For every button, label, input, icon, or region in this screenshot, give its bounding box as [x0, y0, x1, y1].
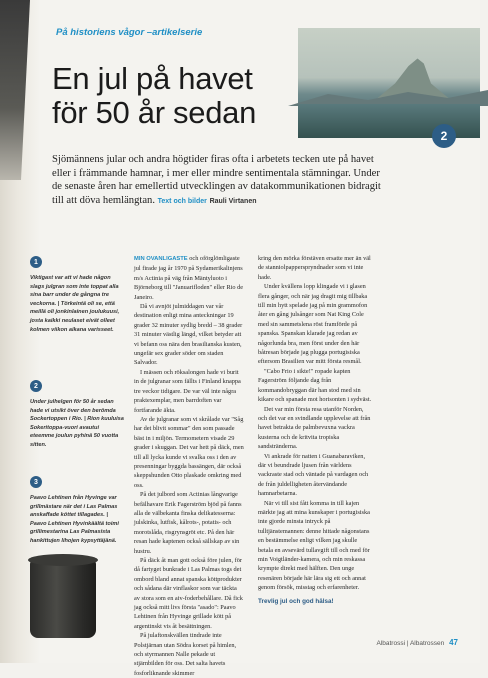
caption-text: Paavo Lehtinen från Hyvinge var grillmästare när det i Las Palmas anskaffade köttet tillagades. | Paavo Lehtinen Hyvinkäältä toimi grillimestarina Las Palmasista hankittujen lihojen kypsyttäjänä. — [30, 495, 119, 544]
caption-3 — [30, 476, 124, 546]
lead-text: Sjömännens jular och andra högtider firas ofta i arbetets tecken ute på havet eller i främmande hamnar, i mer eller mindre sentimentala stämningar. Under de senaste åren har emellertid utvecklingen av datakommunikationen bidragit till att döva hemlängtan. — [52, 154, 381, 206]
caption-number: 1 — [30, 256, 42, 268]
paragraph: I mässen och röksalongen hade vi burit in de julgranar som fällts i Finland knappa tre veckor tidigare. De var väl inte några praktexemplar, men barrdoften var fortfarande äkta. — [134, 368, 241, 414]
caption-number: 3 — [30, 476, 42, 488]
caption-text: Under julhelgen för 50 år sedan hade vi utsikt över den berömda Sockertoppen i Rio. | Rion kuuluisa Sokeritoppa-vuori avautui eteemme joulun pyhinä 50 vuotta sitten. — [30, 399, 124, 448]
closing-greeting: Trevlig jul och god hälsa! — [258, 597, 334, 605]
caption-1 — [30, 256, 124, 334]
caption-text: Viktigast var att vi hade någon slags julgran som inte toppat alla sina barr under de gångna tre veckorna. | Törkeintä oli se, että meillä oli jonkinlainen joulukuusi, josta kaikki neulaset eivät olleet kolmen viikon aikana varisseet. — [30, 275, 120, 333]
title-line-1: En jul på havet — [52, 61, 253, 96]
publication-name: Albatrossi | Albatrossen — [376, 640, 445, 647]
paragraph: Då vi avnjöt julmiddagen var vår destination enligt mina anteckningar 19 grader 32 minuter sydlig bredd – 38 grader 31 minuter västlig längd, vilket betyder att vi befann oss nära den brasilianska kusten, ungefär sex grader söder om staden Salvador. — [134, 303, 243, 367]
page-footer — [376, 638, 458, 647]
page-number: 47 — [449, 638, 458, 647]
paragraph: kring den mörka förstäven ersatte mer än väl de stanniolpapperspryndnader som vi inte hade. — [258, 255, 371, 281]
paragraph: När vi till sist fått komma in till kajen märkte jag att mina kunskaper i portugisiska inte gjorde minsta intryck på tulltjänstemannen: denne hittade någonstans en bestämmelse enligt vilken jag skulle betala en avsevärd tullavgift till och med för min Voigtländer-kamera, och min reskassa krympte direkt med hälften. Den unge resenären började här lära sig ett och annat genom försök, misstag och erfarenheter. — [258, 499, 370, 592]
body-column-2 — [258, 254, 372, 606]
paragraph: MIN OVANLIGASTE och oförglömligaste jul firade jag år 1970 på Sydamerikalinjens m/s Actinia på väg från Mäntyluoto i Björneborg till "Januarifloden" eller Rio de Janeiro. — [134, 255, 244, 301]
paragraph: Vi ankrade för natten i Guanabaraviken, där vi beundrade ljusen från världens vackraste stad och väntade på vardagen och de från juldelligheten återvändande hamnarbetarna. — [258, 452, 369, 498]
paragraph: Av de julgranar som vi skrålade var "Såg har det blivit sommar" den som passade bäst in i miljön. Termometern visade 29 grader i skuggan. Det var hett på däck, men till all lycka kunde vi svalka oss i den av presenningar byggda bassängen, där också skeppshunden Otto plaskade omkring med oss. — [134, 415, 244, 489]
body-column-1 — [134, 254, 244, 678]
caption-2 — [30, 380, 124, 450]
paragraph: På däck åt man gott också före julen, för då fartyget bunkrade i Las Palmas togs det ombord bland annat spanska köttprodukter och sådana där vinflaskor som var täckta av stora som en aiv-foderbehållare. Då fick jag också mitt livs första "asado": Paavo Lehtinen från Hyvinge grillade kött på argentinskt vis åt besättningen. — [134, 557, 243, 630]
paragraph: Under kvällens lopp klingade vi i glasen flera gånger, och när jag dragit mig tillbaka till min hytt spelade jag på min grammofon åter en gång julsånger som Nat King Cole med sin sammetslena röst framförde på spanska. Spanskan klarade jag redan av någorlunda bra, men först under den här båtresan började jag plugga portugisiska eftersom Brasilien var mitt första resmål. — [258, 283, 368, 366]
paragraph: Det var min första resa utanför Norden, och det var en svindlande upplevelse att från havet betrakta de palmbevuxna vackra kusterna och de kritvita tropiska sandstränderna. — [258, 405, 371, 451]
photo-sugarloaf-mountain — [298, 28, 480, 138]
paragraph: På det julbord som Actinias långvarige befälhavare Erik Fagerström bjöd på fanns alla de välbekanta finska delikatesserna: julskinka, lutfisk, kålrots-, potatis- och morotslåda, risgrynsgröt etc. På den här resan hade kaptenen också sällskap av sin hustru. — [134, 491, 242, 555]
page-title — [52, 62, 256, 130]
paragraph: På julaftonskvällen tindrade inte Polstjärnan utan Södra korset på himlen, och styrmannen Nalle pekade ut stjärnbilden för oss. Det salta havets fosforliknande skimmer — [134, 632, 237, 677]
lead-in: MIN OVANLIGASTE — [134, 256, 188, 262]
series-label: På historiens vågor –artikelserie — [56, 27, 203, 38]
title-line-2: för 50 år sedan — [52, 95, 257, 130]
hill-shape — [288, 86, 488, 106]
lead-paragraph — [52, 153, 382, 208]
paragraph: "Cabo Frio i sikte!" ropade kapten Fagerström följande dag från kommandobryggan där han stod med sin kikare och spanade mot horisonten i sydväst. — [258, 367, 372, 404]
photo-number-badge: 2 — [432, 124, 456, 148]
caption-number: 2 — [30, 380, 42, 392]
photo-coffee-cup — [30, 560, 96, 638]
byline-label: Text och bilder — [157, 197, 207, 205]
byline-name: Rauli Virtanen — [209, 197, 257, 205]
